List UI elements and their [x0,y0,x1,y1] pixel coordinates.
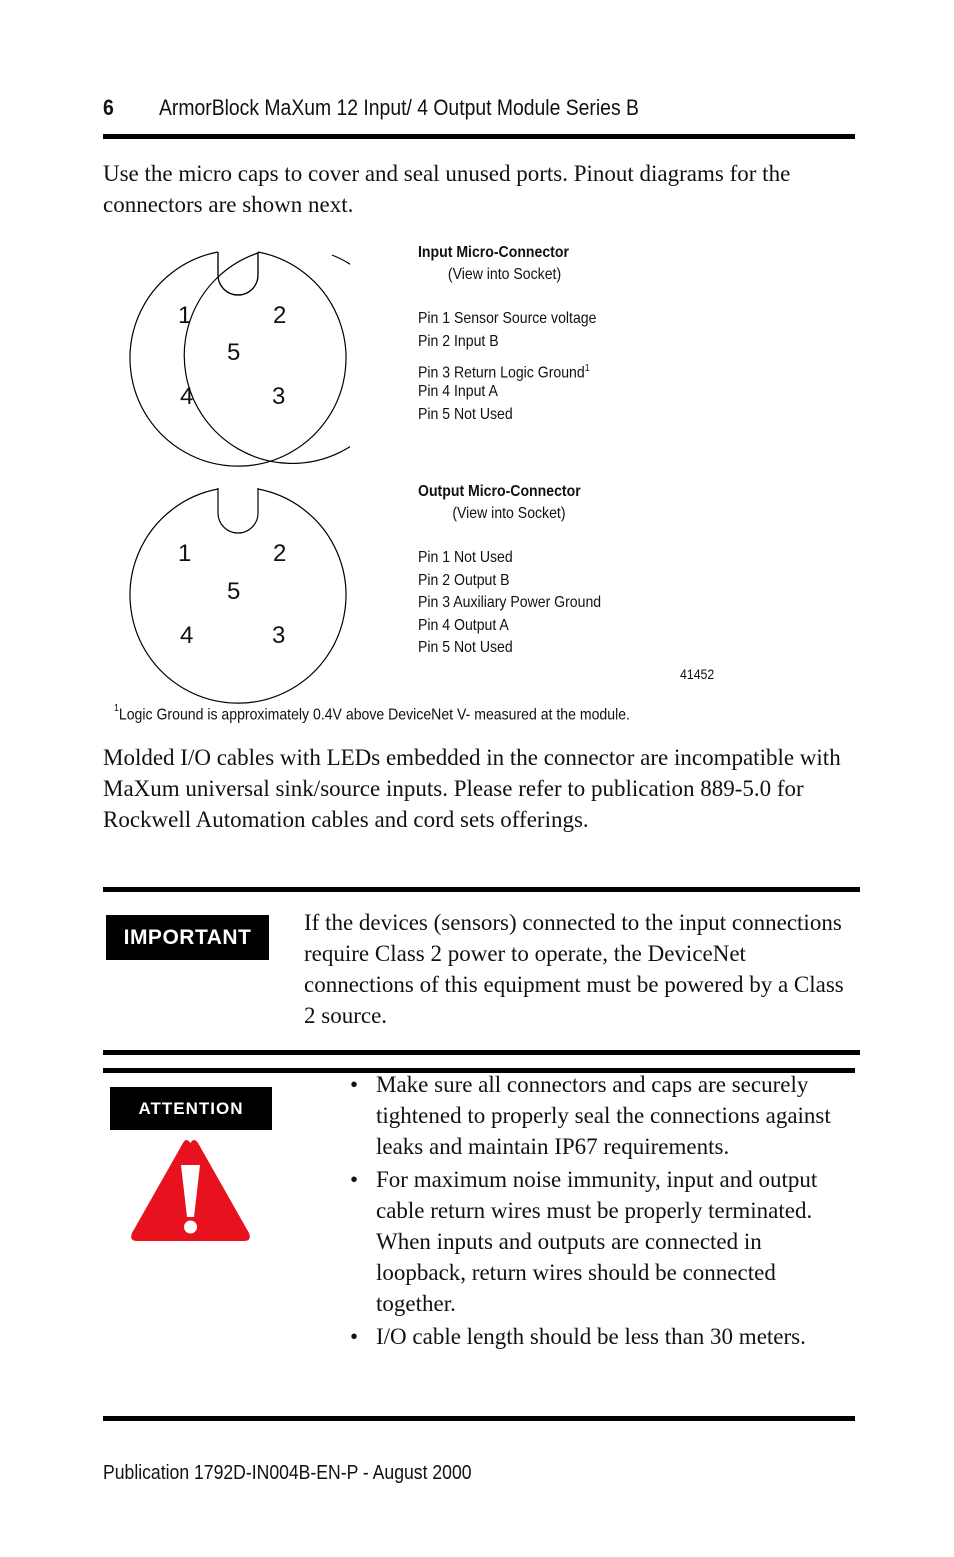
input-connector-block [418,242,596,426]
input-pin-1-label: 1 [178,302,192,329]
input-pin-5-label: 5 [227,339,241,366]
footnote-number: 1 [114,703,119,714]
publication-footer: Publication 1792D-IN004B-EN-P - August 2000 [103,1462,472,1484]
input-pin-2-label: 2 [273,302,287,329]
connector-outlines [120,245,350,705]
important-top-rule [103,887,860,892]
output-pin-4-label: 4 [180,622,194,649]
attention-bullet: • For maximum noise immunity, input and output cable return wires must be properly terminated. When inputs and outputs are connected in loopback, return wires should be connected together. [350,1164,855,1319]
output-connector-block [418,481,601,660]
molded-cables-paragraph: Molded I/O cables with LEDs embedded in the connector are incompatible with MaXum universal sink/source inputs. Please refer to publication 889-5.0 for Rockwell Automation cables and cord sets offerings. [103,745,841,832]
output-pin-list [418,547,601,660]
attention-bullet: • I/O cable length should be less than 30 meters. [350,1321,855,1352]
input-pin-3-label: 3 [272,383,286,410]
input-pin-item: Pin 5 Not Used [418,405,513,423]
output-pin-3-label: 3 [272,622,286,649]
input-pin-3-text: Pin 3 Return Logic Ground [418,364,585,382]
input-connector-title: Input Micro-Connector [418,244,569,261]
input-pin-4-label: 4 [180,383,194,410]
warning-triangle-icon [128,1135,253,1247]
footnote [114,705,630,724]
important-text: If the devices (sensors) connected to the input connections require Class 2 power to operate, the DeviceNet connections of this equipment must be powered by a Class 2 source. [304,910,844,1028]
output-pin-5-label: 5 [227,578,241,605]
output-pin-item: Pin 3 Auxiliary Power Ground [418,594,602,611]
page-number: 6 [103,95,114,120]
important-badge: IMPORTANT [106,915,269,960]
output-pin-item: Pin 5 Not Used [418,639,513,656]
attention-bullet: • Make sure all connectors and caps are securely tightened to properly seal the connections against leaks and maintain IP67 requirements. [350,1069,855,1162]
header-rule [103,134,855,139]
footnote-mark: 1 [584,363,590,374]
input-connector-key [218,252,258,295]
input-pin-item: Pin 4 Input A [418,383,498,400]
input-pin-list [418,308,596,426]
footnote-text: Logic Ground is approximately 0.4V above DeviceNet V- measured at the module. [118,706,630,724]
attention-bottom-rule [103,1416,855,1421]
attention-content [350,1069,855,1354]
intro-paragraph: Use the micro caps to cover and seal unused ports. Pinout diagrams for the connectors are shown next. [103,161,791,217]
output-pin-2-label: 2 [273,540,287,567]
output-pin-item: Pin 4 Output A [418,616,509,634]
attention-badge: ATTENTION [110,1087,272,1130]
output-pin-item: Pin 2 Output B [418,571,510,589]
output-pin-item: Pin 1 Not Used [418,549,513,566]
page-header-title: ArmorBlock MaXum 12 Input/ 4 Output Module Series B [159,95,639,120]
input-pin-item: Pin 2 Input B [418,332,499,350]
input-connector-subtitle: (View into Socket) [447,266,562,283]
figure-id: 41452 [680,666,715,682]
output-pin-1-label: 1 [178,540,192,567]
input-pin-item: Pin 1 Sensor Source voltage [418,310,597,327]
output-connector-subtitle: (View into Socket) [452,505,566,522]
attention-bullet-list [350,1069,855,1352]
important-bottom-rule [103,1050,860,1055]
input-pin-item [418,353,596,381]
output-connector-title: Output Micro-Connector [418,483,581,500]
